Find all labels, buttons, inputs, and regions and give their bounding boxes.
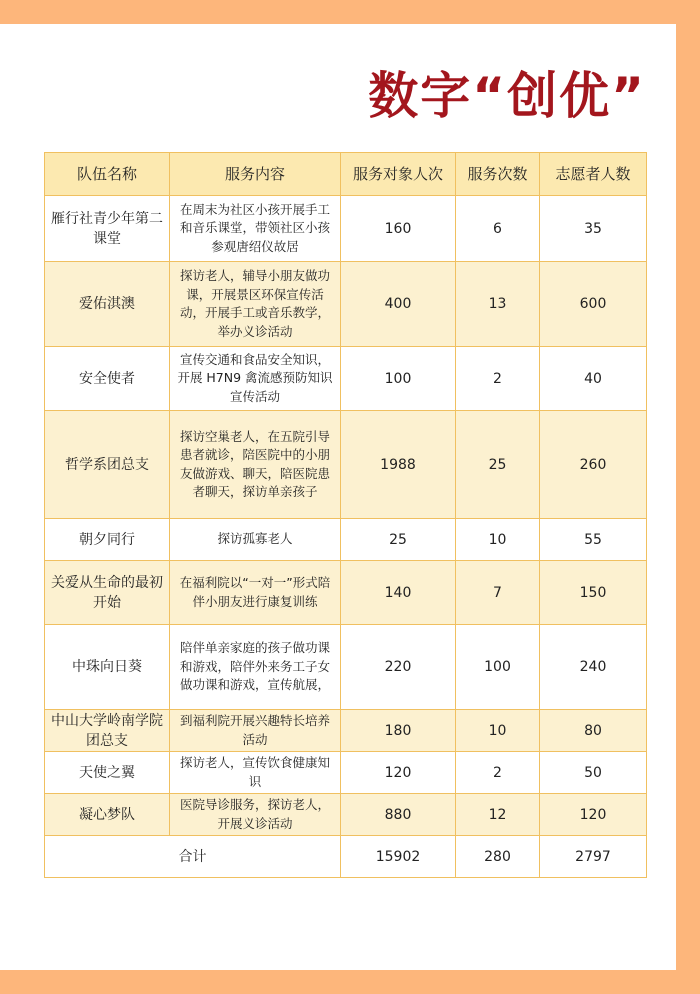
volunteer-count: 80 (540, 710, 647, 752)
service-content: 探访孤寡老人 (170, 519, 341, 561)
service-times: 2 (456, 752, 540, 794)
page (0, 24, 676, 970)
volunteer-count: 120 (540, 794, 647, 836)
recipients-count: 880 (341, 794, 456, 836)
service-times: 13 (456, 262, 540, 347)
volunteer-count: 240 (540, 625, 647, 710)
table-row (45, 561, 647, 625)
service-content: 探访老人，宣传饮食健康知识 (170, 752, 341, 794)
team-name: 哲学系团总支 (45, 411, 170, 519)
team-name: 朝夕同行 (45, 519, 170, 561)
page-title: 数字“创优” (368, 67, 646, 125)
header-content: 服务内容 (170, 153, 341, 196)
table-row (45, 411, 647, 519)
service-content: 医院导诊服务，探访老人，开展义诊活动 (170, 794, 341, 836)
service-content: 在福利院以“一对一”形式陪伴小朋友进行康复训练 (170, 561, 341, 625)
volunteer-count: 40 (540, 347, 647, 411)
recipients-count: 1988 (341, 411, 456, 519)
table-total-row (45, 836, 647, 878)
recipients-count: 25 (341, 519, 456, 561)
service-times: 10 (456, 710, 540, 752)
service-times: 6 (456, 196, 540, 262)
table-row (45, 519, 647, 561)
service-content: 在周末为社区小孩开展手工和音乐课堂，带领社区小孩参观唐绍仪故居 (170, 196, 341, 262)
team-name: 中山大学岭南学院团总支 (45, 710, 170, 752)
service-content: 陪伴单亲家庭的孩子做功课和游戏，陪伴外来务工子女做功课和游戏，宣传航展， (170, 625, 341, 710)
table-row (45, 794, 647, 836)
table-row (45, 196, 647, 262)
service-times: 10 (456, 519, 540, 561)
service-content: 宣传交通和食品安全知识，开展 H7N9 禽流感预防知识宣传活动 (170, 347, 341, 411)
header-recipients: 服务对象人次 (341, 153, 456, 196)
team-name: 爱佑淇澳 (45, 262, 170, 347)
team-name: 关爱从生命的最初开始 (45, 561, 170, 625)
header-times: 服务次数 (456, 153, 540, 196)
service-times: 2 (456, 347, 540, 411)
total-volunteers: 2797 (540, 836, 647, 878)
recipients-count: 400 (341, 262, 456, 347)
total-recipients: 15902 (341, 836, 456, 878)
volunteer-count: 260 (540, 411, 647, 519)
service-times: 100 (456, 625, 540, 710)
service-content: 探访老人，辅导小朋友做功课，开展景区环保宣传活动，开展手工或音乐教学，举办义诊活动 (170, 262, 341, 347)
service-times: 25 (456, 411, 540, 519)
team-name: 凝心梦队 (45, 794, 170, 836)
table-row (45, 262, 647, 347)
volunteer-count: 35 (540, 196, 647, 262)
recipients-count: 100 (341, 347, 456, 411)
header-volunteers: 志愿者人数 (540, 153, 647, 196)
volunteer-count: 50 (540, 752, 647, 794)
recipients-count: 180 (341, 710, 456, 752)
service-times: 12 (456, 794, 540, 836)
service-table (44, 152, 647, 878)
recipients-count: 140 (341, 561, 456, 625)
team-name: 中珠向日葵 (45, 625, 170, 710)
recipients-count: 160 (341, 196, 456, 262)
team-name: 雁行社青少年第二课堂 (45, 196, 170, 262)
total-times: 280 (456, 836, 540, 878)
table-row (45, 347, 647, 411)
team-name: 天使之翼 (45, 752, 170, 794)
service-times: 7 (456, 561, 540, 625)
table-header-row (45, 153, 647, 196)
recipients-count: 220 (341, 625, 456, 710)
header-team: 队伍名称 (45, 153, 170, 196)
volunteer-count: 150 (540, 561, 647, 625)
volunteer-count: 55 (540, 519, 647, 561)
table-row (45, 625, 647, 710)
volunteer-count: 600 (540, 262, 647, 347)
service-content: 到福利院开展兴趣特长培养活动 (170, 710, 341, 752)
table-row (45, 752, 647, 794)
recipients-count: 120 (341, 752, 456, 794)
total-label: 合计 (45, 836, 341, 878)
service-content: 探访空巢老人，在五院引导患者就诊，陪医院中的小朋友做游戏、聊天，陪医院患者聊天，探访单亲孩子 (170, 411, 341, 519)
table-row (45, 710, 647, 752)
team-name: 安全使者 (45, 347, 170, 411)
